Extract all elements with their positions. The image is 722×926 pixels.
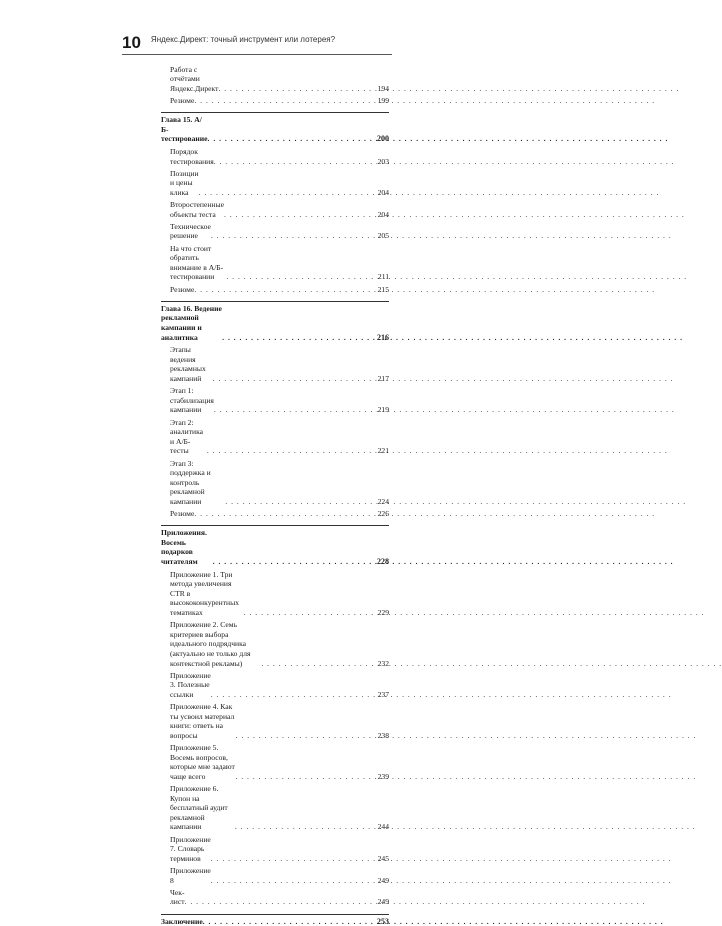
- toc-entry: [161, 386, 389, 415]
- toc-entry: [161, 65, 389, 94]
- toc-entry-title: Этап 3: поддержка и контроль рекламной кампании: [170, 458, 211, 506]
- toc-entry-title: Второстепенные объекты теста: [170, 200, 224, 219]
- toc-entry: [161, 509, 389, 519]
- toc-entry-page: 204: [377, 187, 389, 197]
- dot-leader: [226, 272, 378, 282]
- toc-entry-page: 203: [377, 156, 389, 166]
- toc-entry: [161, 835, 389, 864]
- toc-entry: [161, 169, 389, 198]
- toc-entry-page: 194: [377, 83, 389, 93]
- toc-entry-title: Этап 2: аналитика и А/Б-тесты: [170, 417, 204, 456]
- toc-entry: [161, 459, 389, 507]
- toc-entry: [161, 222, 389, 241]
- toc-entry-title: Приложение 7. Словарь терминов: [170, 834, 211, 863]
- toc-entry: [161, 285, 389, 295]
- toc-entry-title: Резюме: [170, 509, 195, 519]
- toc-entry: [161, 671, 389, 700]
- dot-leader: [207, 446, 378, 456]
- toc-entry-title: Приложение 5. Восемь вопросов, которые мне задают чаще всего: [170, 743, 235, 781]
- toc-entry-page: 249: [377, 875, 389, 885]
- toc-entry-page: 216: [377, 332, 389, 342]
- toc-entry-title: Приложение 4. Как ты усвоил материал книги: ответь на вопросы: [170, 702, 235, 740]
- dot-leader: [194, 285, 377, 295]
- dot-leader: [235, 822, 378, 832]
- dot-leader: [213, 557, 377, 567]
- dot-leader: [185, 897, 378, 907]
- toc-entry: [161, 866, 389, 885]
- toc-entry-page: 205: [377, 231, 389, 241]
- toc-entry: [161, 888, 389, 907]
- toc-entry-title: Чек-лист: [170, 887, 185, 907]
- toc-entry: [161, 147, 389, 166]
- toc-entry-page: 224: [377, 496, 389, 506]
- toc-entry-title: Приложение 2. Семь критериев выбора идеального подрядчика (актуально не только для контекстной рекламы): [170, 620, 251, 668]
- dot-leader: [225, 497, 377, 507]
- toc-entry-title: Резюме: [170, 284, 195, 294]
- toc-entry-page: 238: [377, 730, 389, 740]
- toc-entry-page: 229: [377, 608, 389, 617]
- toc-entry-page: 239: [377, 771, 389, 781]
- dot-leader: [222, 333, 377, 343]
- toc-entry-title: Приложение 3. Полезные ссылки: [170, 670, 211, 699]
- dot-leader: [199, 188, 378, 198]
- toc-entry-title: Глава 15. А/Б-тестирование: [161, 115, 208, 144]
- toc-entry: [161, 784, 389, 832]
- dot-leader: [224, 210, 378, 220]
- dot-leader: [214, 157, 378, 167]
- dot-leader: [211, 876, 378, 886]
- toc-chapter-entry: [161, 301, 389, 342]
- toc-entry-page: 217: [377, 373, 389, 383]
- toc-entry-page: 237: [377, 689, 389, 699]
- dot-leader: [211, 854, 378, 864]
- toc-entry-page: 253: [377, 916, 389, 926]
- toc-entry-page: 215: [377, 284, 389, 294]
- dot-leader: [214, 405, 378, 415]
- toc-entry-page: 200: [377, 134, 389, 144]
- toc-entry-page: 221: [377, 446, 389, 456]
- table-of-contents: [161, 62, 389, 926]
- dot-leader: [211, 690, 378, 700]
- toc-entry-title: Резюме: [170, 95, 195, 105]
- toc-entry-title: Приложение 1. Три метода увеличения CTR в высококонкурентных тематиках: [170, 569, 240, 617]
- toc-entry-page: 232: [377, 658, 389, 668]
- toc-entry-page: 244: [377, 822, 389, 832]
- toc-entry: [161, 743, 389, 781]
- dot-leader: [261, 659, 377, 669]
- dot-leader: [211, 231, 378, 241]
- toc-chapter-entry: [161, 112, 389, 144]
- toc-entry-page: 199: [377, 95, 389, 105]
- dot-leader: [208, 134, 377, 144]
- toc-entry: [161, 200, 389, 219]
- toc-entry: [161, 96, 389, 106]
- dot-leader: [213, 374, 378, 384]
- toc-entry-page: 204: [377, 209, 389, 219]
- running-title: Яндекс.Директ: точный инструмент или лотерея?: [150, 35, 336, 44]
- toc-entry-title: Этапы ведения рекламных кампаний: [170, 345, 206, 383]
- toc-entry: [161, 345, 389, 383]
- toc-entry: [161, 702, 389, 740]
- toc-entry-title: Глава 16. Ведение рекламной кампании и аналитика: [161, 303, 222, 342]
- dot-leader: [218, 84, 377, 94]
- dot-leader: [244, 608, 378, 618]
- toc-entry: [161, 570, 389, 618]
- toc-entry-title: Работа с отчётами Яндекс.Директ: [170, 64, 219, 93]
- dot-leader: [203, 917, 377, 926]
- toc-entry: [161, 418, 389, 456]
- toc-entry: [161, 620, 389, 668]
- page-header: [122, 33, 392, 55]
- dot-leader: [235, 772, 377, 782]
- toc-entry-title: Этап 1: стабилизация кампании: [170, 386, 214, 415]
- toc-entry-page: 249: [377, 897, 389, 907]
- toc-chapter-entry: [161, 525, 389, 566]
- toc-entry-title: Позиции и цены клика: [170, 168, 199, 197]
- toc-entry-title: Приложение 8: [170, 866, 211, 885]
- toc-entry-title: Техническое решение: [170, 221, 211, 241]
- toc-entry-title: Заключение: [161, 916, 203, 926]
- page-number: 10: [122, 33, 141, 52]
- toc-chapter-entry: [161, 914, 389, 926]
- toc-entry-page: 245: [377, 853, 389, 863]
- toc-entry-page: 211: [377, 272, 389, 282]
- dot-leader: [194, 96, 377, 106]
- toc-entry-title: Приложения. Восемь подарков читателям: [161, 528, 207, 567]
- toc-entry: [161, 244, 389, 282]
- dot-leader: [194, 509, 377, 519]
- toc-entry-title: На что стоит обратить внимание в А/Б-тестировании: [170, 243, 224, 282]
- toc-entry-page: 226: [377, 509, 389, 519]
- toc-entry-title: Порядок тестирования: [170, 146, 214, 166]
- toc-entry-page: 228: [377, 557, 389, 567]
- dot-leader: [236, 731, 378, 741]
- toc-entry-page: 219: [377, 405, 389, 415]
- toc-entry-title: Приложение 6. Купон на бесплатный аудит рекламной кампании: [170, 784, 228, 832]
